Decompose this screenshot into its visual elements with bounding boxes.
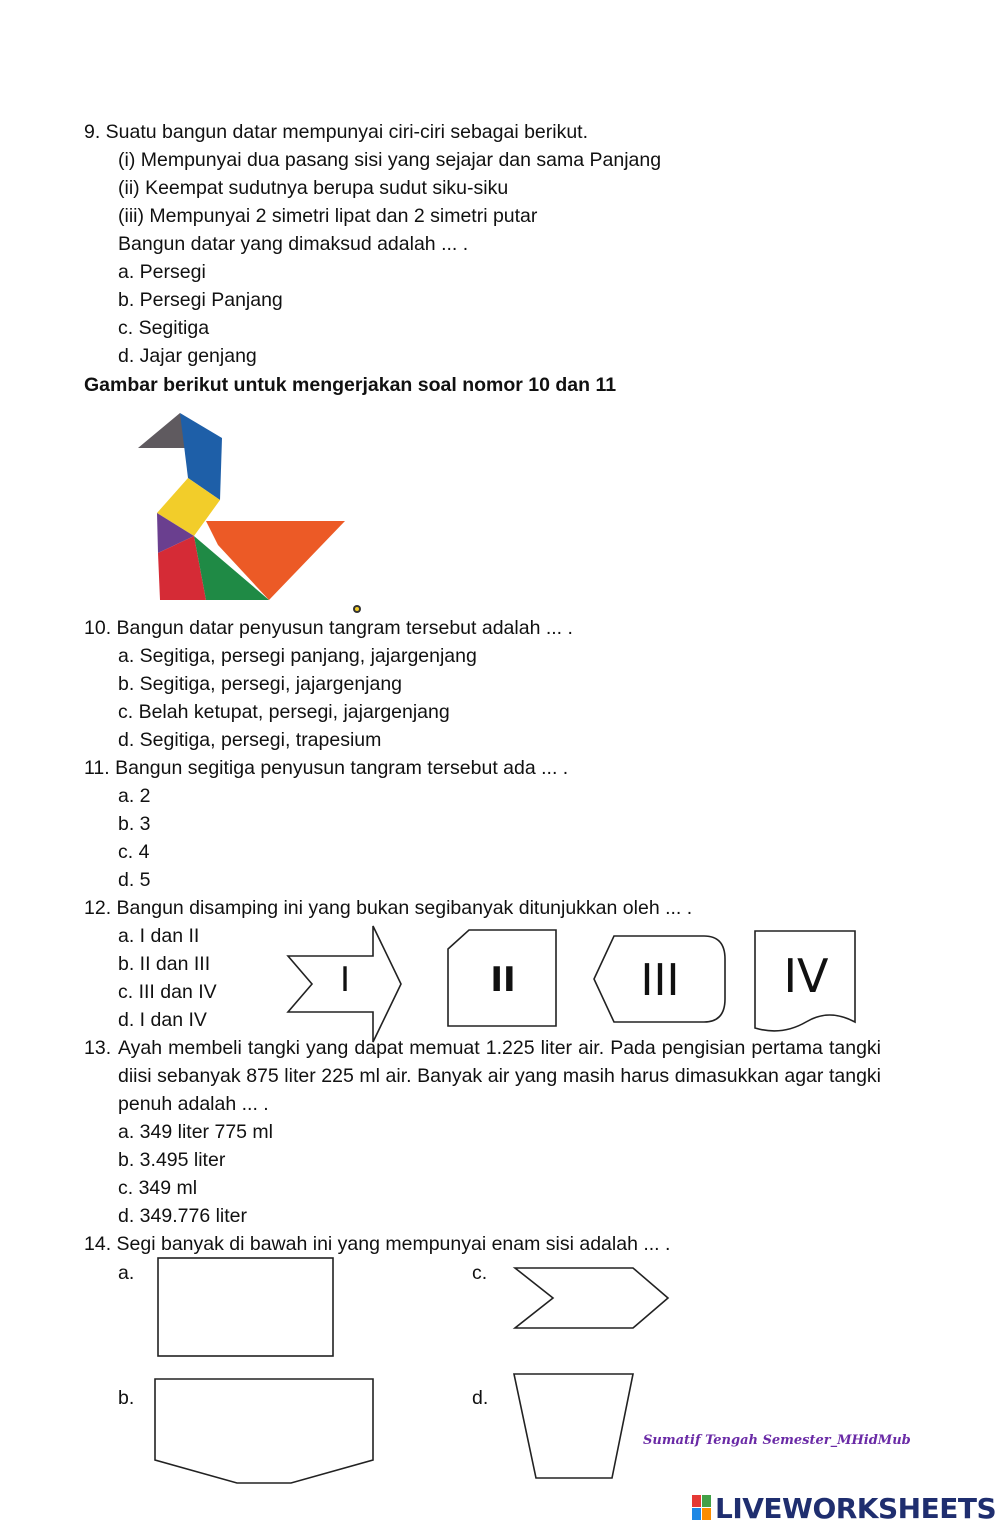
- q9-item-2: (ii) Keempat sudutnya berupa sudut siku-siku: [118, 177, 509, 199]
- q10-stem: 10. Bangun datar penyusun tangram tersebut adalah ... .: [84, 617, 573, 639]
- q13-stem-text: Ayah membeli tangki yang dapat memuat 1.225 liter air. Pada pengisian pertama tangki diisi sebanyak 875 liter 225 ml air. Banyak air yang masih harus dimasukkan agar tangki penuh adalah ... .: [118, 1037, 881, 1115]
- q13-option-d[interactable]: d. 349.776 liter: [118, 1205, 248, 1227]
- q9-prompt: Bangun datar yang dimaksud adalah ... .: [118, 233, 469, 255]
- section-heading: Gambar berikut untuk mengerjakan soal nomor 10 dan 11: [84, 374, 617, 396]
- q10-option-d[interactable]: d. Segitiga, persegi, trapesium: [118, 729, 382, 751]
- q14-option-a-letter[interactable]: a.: [118, 1262, 135, 1284]
- q9-item-1: (i) Mempunyai dua pasang sisi yang sejajar dan sama Panjang: [118, 149, 662, 171]
- q14-stem: 14. Segi banyak di bawah ini yang mempunyai enam sisi adalah ... .: [84, 1233, 671, 1255]
- q14-option-c-letter[interactable]: c.: [472, 1262, 488, 1284]
- q13-option-b[interactable]: b. 3.495 liter: [118, 1149, 226, 1171]
- q14-shape-c-chevron[interactable]: [513, 1266, 673, 1332]
- q12-stem: 12. Bangun disamping ini yang bukan segibanyak ditunjukkan oleh ... .: [84, 897, 693, 919]
- q11-option-d[interactable]: d. 5: [118, 869, 151, 891]
- q13-stem: 13.: [84, 1037, 112, 1059]
- liveworksheets-logo-icon: [692, 1495, 712, 1521]
- q10-option-c[interactable]: c. Belah ketupat, persegi, jajargenjang: [118, 701, 450, 723]
- q12-label-i: I: [339, 960, 351, 1000]
- q12-label-iii: III: [640, 955, 680, 1006]
- q12-option-b[interactable]: b. II dan III: [118, 953, 211, 975]
- liveworksheets-logo[interactable]: [692, 1491, 996, 1525]
- q11-option-c[interactable]: c. 4: [118, 841, 150, 863]
- q14-shape-d-trapezoid[interactable]: [512, 1372, 636, 1482]
- q12-label-ii: II: [490, 960, 516, 1000]
- q14-option-b-letter[interactable]: b.: [118, 1387, 135, 1409]
- q10-option-a[interactable]: a. Segitiga, persegi panjang, jajargenjang: [118, 645, 477, 667]
- q14-option-d-letter[interactable]: d.: [472, 1387, 489, 1409]
- q12-option-c[interactable]: c. III dan IV: [118, 981, 217, 1003]
- liveworksheets-logo-text: LIVEWORKSHEETS: [715, 1491, 997, 1525]
- q9-item-3: (iii) Mempunyai 2 simetri lipat dan 2 simetri putar: [118, 205, 538, 227]
- q14-shape-b-pentagon[interactable]: [153, 1377, 377, 1487]
- q9-option-a[interactable]: a. Persegi: [118, 261, 206, 283]
- q13-option-c[interactable]: c. 349 ml: [118, 1177, 198, 1199]
- q13-option-a[interactable]: a. 349 liter 775 ml: [118, 1121, 274, 1143]
- tangram-swan-image: [118, 405, 368, 615]
- q12-option-d[interactable]: d. I dan IV: [118, 1009, 207, 1031]
- q9-option-b[interactable]: b. Persegi Panjang: [118, 289, 283, 311]
- footer-signature: Sumatif Tengah Semester_MHidMub: [643, 1433, 911, 1448]
- q11-option-b[interactable]: b. 3: [118, 813, 151, 835]
- q14-shape-a-rectangle[interactable]: [157, 1257, 335, 1359]
- q11-option-a[interactable]: a. 2: [118, 785, 151, 807]
- q12-option-a[interactable]: a. I dan II: [118, 925, 200, 947]
- q9-option-d[interactable]: d. Jajar genjang: [118, 345, 257, 367]
- q10-option-b[interactable]: b. Segitiga, persegi, jajargenjang: [118, 673, 403, 695]
- q11-stem: 11. Bangun segitiga penyusun tangram tersebut ada ... .: [84, 757, 569, 779]
- q9-option-c[interactable]: c. Segitiga: [118, 317, 210, 339]
- q12-label-iv: IV: [783, 949, 829, 1003]
- q9-stem: 9. Suatu bangun datar mempunyai ciri-ciri sebagai berikut.: [84, 121, 589, 143]
